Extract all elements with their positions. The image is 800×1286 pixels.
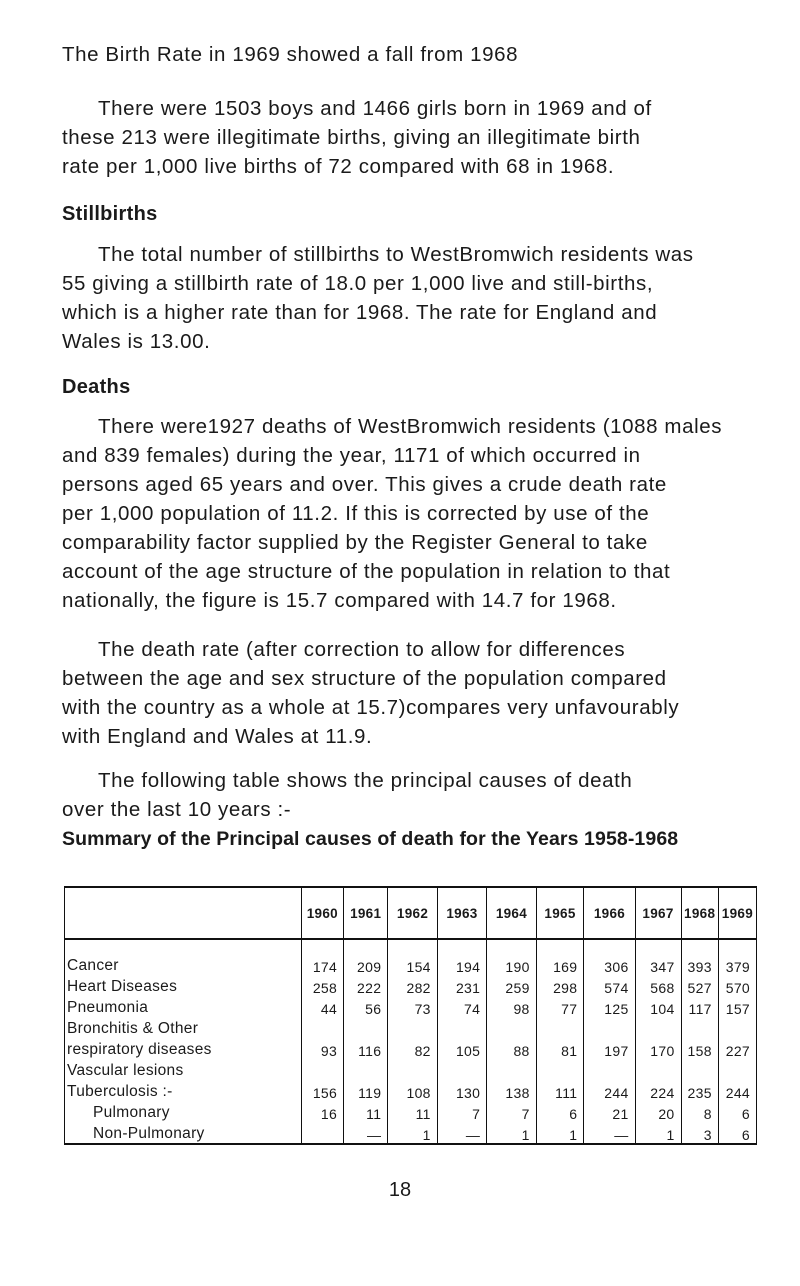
table-cell [344,1017,388,1038]
top-line: The Birth Rate in 1969 showed a fall from 1968 [62,43,519,66]
table-cell [584,1059,635,1080]
table-cell: 125 [584,996,635,1017]
births-line: There were 1503 boys and 1466 girls born in 1969 and of [98,97,652,120]
year-header: 1969 [718,887,756,939]
deaths-line: with the country as a whole at 15.7)compares very unfavourably [62,696,680,719]
table-cell: 298 [536,975,584,996]
table-cell [437,1059,486,1080]
year-header: 1965 [536,887,584,939]
table-cell: 21 [584,1101,635,1122]
table-cell [536,1059,584,1080]
table-cell: 259 [487,975,536,996]
table-cell: 138 [487,1080,536,1101]
table-cell: 1 [487,1122,536,1144]
table-cell: 8 [681,1101,718,1122]
table-cell: 98 [487,996,536,1017]
table-row [65,1122,757,1144]
table-cell: 117 [681,996,718,1017]
deaths-line: persons aged 65 years and over. This gives a crude death rate [62,473,667,496]
stillbirths-line: 55 giving a stillbirth rate of 18.0 per 1,000 live and still-births, [62,272,654,295]
deaths-line: The following table shows the principal causes of death [98,769,633,792]
table-cell [681,1059,718,1080]
table-cell: 197 [584,1038,635,1059]
table-cell: 116 [344,1038,388,1059]
table-cell: 11 [344,1101,388,1122]
row-label: Tuberculosis :- [65,1080,302,1101]
table-cell: 74 [437,996,486,1017]
stillbirths-line: which is a higher rate than for 1968. The rate for England and [62,301,658,324]
table-row [65,1038,757,1059]
table-cell: 73 [388,996,437,1017]
deaths-line: with England and Wales at 11.9. [62,725,373,748]
table-cell [344,1059,388,1080]
table-cell [681,1017,718,1038]
deaths-line: The death rate (after correction to allow for differences [98,638,626,661]
table-row [65,975,757,996]
table-cell: 104 [635,996,681,1017]
table-cell: 570 [718,975,756,996]
table-cell: 282 [388,975,437,996]
table-cell: 157 [718,996,756,1017]
table-title: Summary of the Principal causes of death for the Years 1958-1968 [62,828,679,850]
table-cell: 379 [718,939,756,975]
table-cell: 306 [584,939,635,975]
table-cell: 16 [301,1101,343,1122]
deaths-line: between the age and sex structure of the population compared [62,667,667,690]
table-cell: 108 [388,1080,437,1101]
table-cell: 393 [681,939,718,975]
table-cell: 56 [344,996,388,1017]
table-cell: — [584,1122,635,1144]
table-cell: 209 [344,939,388,975]
table-header-row [65,887,757,939]
table-cell [301,1059,343,1080]
table-cell: 154 [388,939,437,975]
table-cell: — [437,1122,486,1144]
heading-stillbirths: Stillbirths [62,203,158,225]
table-cell: 119 [344,1080,388,1101]
births-line: rate per 1,000 live births of 72 compared with 68 in 1968. [62,155,615,178]
header-cell-empty [65,887,302,939]
table-cell [388,1059,437,1080]
table-cell: 1 [388,1122,437,1144]
table-cell: 258 [301,975,343,996]
table-cell: 1 [536,1122,584,1144]
table-cell: 130 [437,1080,486,1101]
table-cell: 44 [301,996,343,1017]
year-header: 1968 [681,887,718,939]
deaths-line: account of the age structure of the population in relation to that [62,560,671,583]
deaths-line: comparability factor supplied by the Register General to take [62,531,648,554]
table-cell: 82 [388,1038,437,1059]
deaths-line: There were1927 deaths of WestBromwich residents (1088 males [98,415,723,438]
deaths-line: over the last 10 years :- [62,798,292,821]
table-cell: 224 [635,1080,681,1101]
row-label: Cancer [65,939,302,975]
row-label: Heart Diseases [65,975,302,996]
table-cell [487,1059,536,1080]
table-cell [437,1017,486,1038]
table-cell [487,1017,536,1038]
deaths-line: per 1,000 population of 11.2. If this is corrected by use of the [62,502,650,525]
table-cell: 194 [437,939,486,975]
table-cell [718,1059,756,1080]
table-cell: 11 [388,1101,437,1122]
page-number: 18 [388,1179,412,1201]
table-row [65,996,757,1017]
table-cell: 244 [584,1080,635,1101]
table-cell [718,1017,756,1038]
table-cell: 190 [487,939,536,975]
stillbirths-line: Wales is 13.00. [62,330,211,353]
table-cell: 244 [718,1080,756,1101]
table-cell: 235 [681,1080,718,1101]
table-cell: 568 [635,975,681,996]
stillbirths-line: The total number of stillbirths to WestBromwich residents was [98,243,694,266]
table-cell: 574 [584,975,635,996]
table-cell [635,1059,681,1080]
table-cell: 111 [536,1080,584,1101]
table-row [65,939,757,975]
row-label: Pneumonia [65,996,302,1017]
table-cell: 347 [635,939,681,975]
year-header: 1964 [487,887,536,939]
table-cell: 169 [536,939,584,975]
table-row [65,1101,757,1122]
table-cell: 527 [681,975,718,996]
row-label: Pulmonary [65,1101,302,1122]
row-label: Non-Pulmonary [65,1122,302,1144]
table-cell: 7 [487,1101,536,1122]
table-cell: 170 [635,1038,681,1059]
table-cell: 227 [718,1038,756,1059]
table-cell [301,1122,343,1144]
table-cell [635,1017,681,1038]
table-cell [584,1017,635,1038]
table-cell: 6 [718,1122,756,1144]
table-cell: 174 [301,939,343,975]
table-cell: 20 [635,1101,681,1122]
table-cell: 6 [536,1101,584,1122]
table-cell [301,1017,343,1038]
table-cell: 3 [681,1122,718,1144]
row-label: respiratory diseases [65,1038,302,1059]
year-header: 1963 [437,887,486,939]
deaths-line: and 839 females) during the year, 1171 of which occurred in [62,444,641,467]
row-label: Vascular lesions [65,1059,302,1080]
table-cell: 156 [301,1080,343,1101]
year-header: 1967 [635,887,681,939]
table-cell: 93 [301,1038,343,1059]
table-cell: 158 [681,1038,718,1059]
table-cell: — [344,1122,388,1144]
year-header: 1960 [301,887,343,939]
year-header: 1961 [344,887,388,939]
table-cell [536,1017,584,1038]
table-cell [388,1017,437,1038]
table-cell: 77 [536,996,584,1017]
table-row [65,1017,757,1038]
row-label: Bronchitis & Other [65,1017,302,1038]
deaths-line: nationally, the figure is 15.7 compared with 14.7 for 1968. [62,589,617,612]
table-cell: 7 [437,1101,486,1122]
table-cell: 105 [437,1038,486,1059]
table-cell: 1 [635,1122,681,1144]
births-line: these 213 were illegitimate births, giving an illegitimate birth [62,126,641,149]
table-row [65,1080,757,1101]
heading-deaths: Deaths [62,376,131,398]
table-cell: 231 [437,975,486,996]
table-cell: 222 [344,975,388,996]
causes-of-death-table [64,886,757,1145]
year-header: 1966 [584,887,635,939]
table-cell: 88 [487,1038,536,1059]
table-cell: 81 [536,1038,584,1059]
table-row [65,1059,757,1080]
year-header: 1962 [388,887,437,939]
table-cell: 6 [718,1101,756,1122]
